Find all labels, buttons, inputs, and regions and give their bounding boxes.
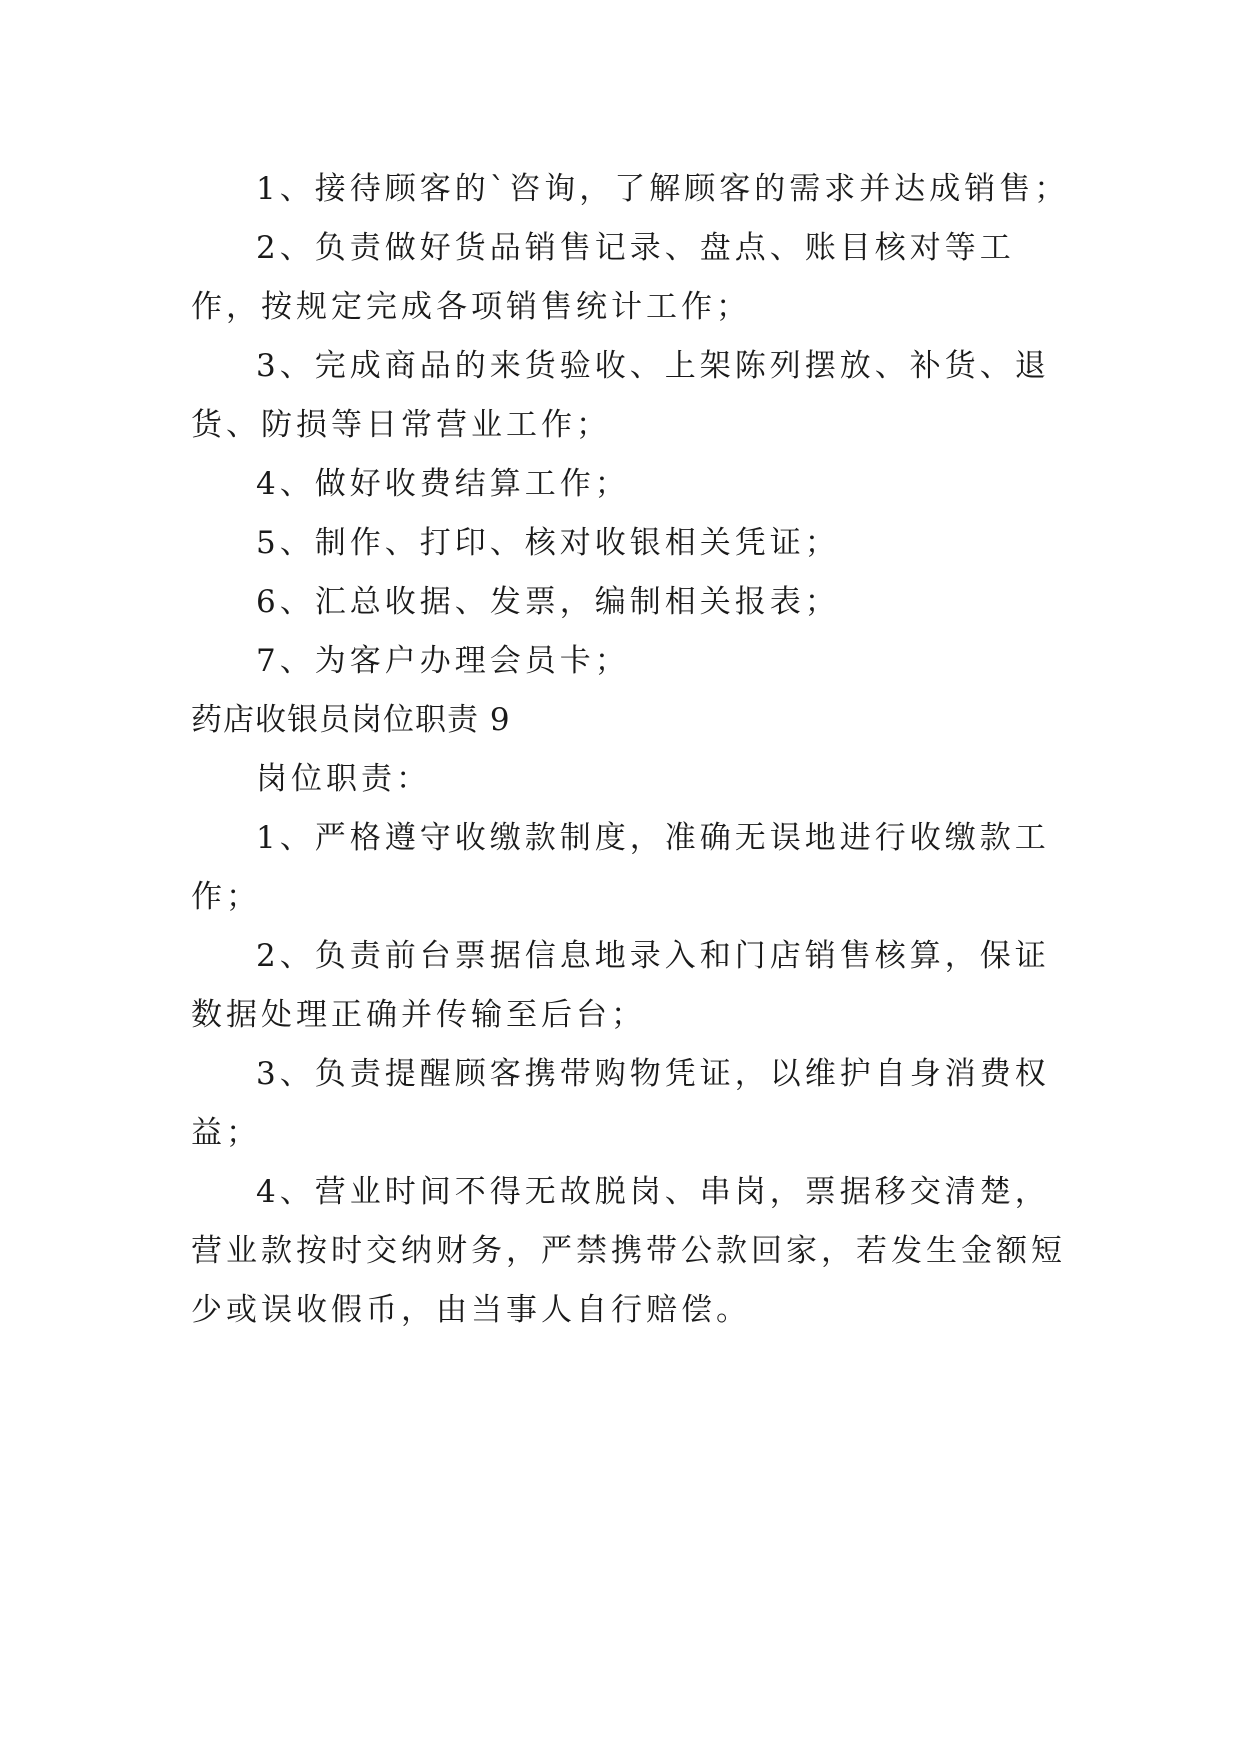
duty-item-3: 3、完成商品的来货验收、上架陈列摆放、补货、退货、防损等日常营业工作； [191, 348, 1050, 443]
section-subheading: 岗位职责： [256, 761, 431, 797]
duty-item-4: 4、做好收费结算工作； [256, 466, 630, 502]
duty-item-1: 1、接待顾客的`咨询，了解顾客的需求并达成销售； [256, 171, 1070, 207]
responsibility-item-3: 3、负责提醒顾客携带购物凭证，以维护自身消费权益； [191, 1056, 1050, 1151]
duty-item-2: 2、负责做好货品销售记录、盘点、账目核对等工作，按规定完成各项销售统计工作； [191, 230, 1015, 325]
duty-item-5: 5、制作、打印、核对收银相关凭证； [256, 525, 840, 561]
section-heading: 药店收银员岗位职责 9 [191, 702, 511, 738]
responsibility-item-2: 2、负责前台票据信息地录入和门店销售核算，保证数据处理正确并传输至后台； [191, 938, 1050, 1033]
duty-item-7: 7、为客户办理会员卡； [256, 643, 630, 679]
responsibility-item-1: 1、严格遵守收缴款制度，准确无误地进行收缴款工作； [191, 820, 1050, 915]
document-body [191, 160, 1071, 1340]
responsibility-item-4: 4、营业时间不得无故脱岗、串岗，票据移交清楚，营业款按时交纳财务，严禁携带公款回家，若发生金额短少或误收假币，由当事人自行赔偿。 [191, 1174, 1066, 1328]
duty-item-6: 6、汇总收据、发票，编制相关报表； [256, 584, 840, 620]
